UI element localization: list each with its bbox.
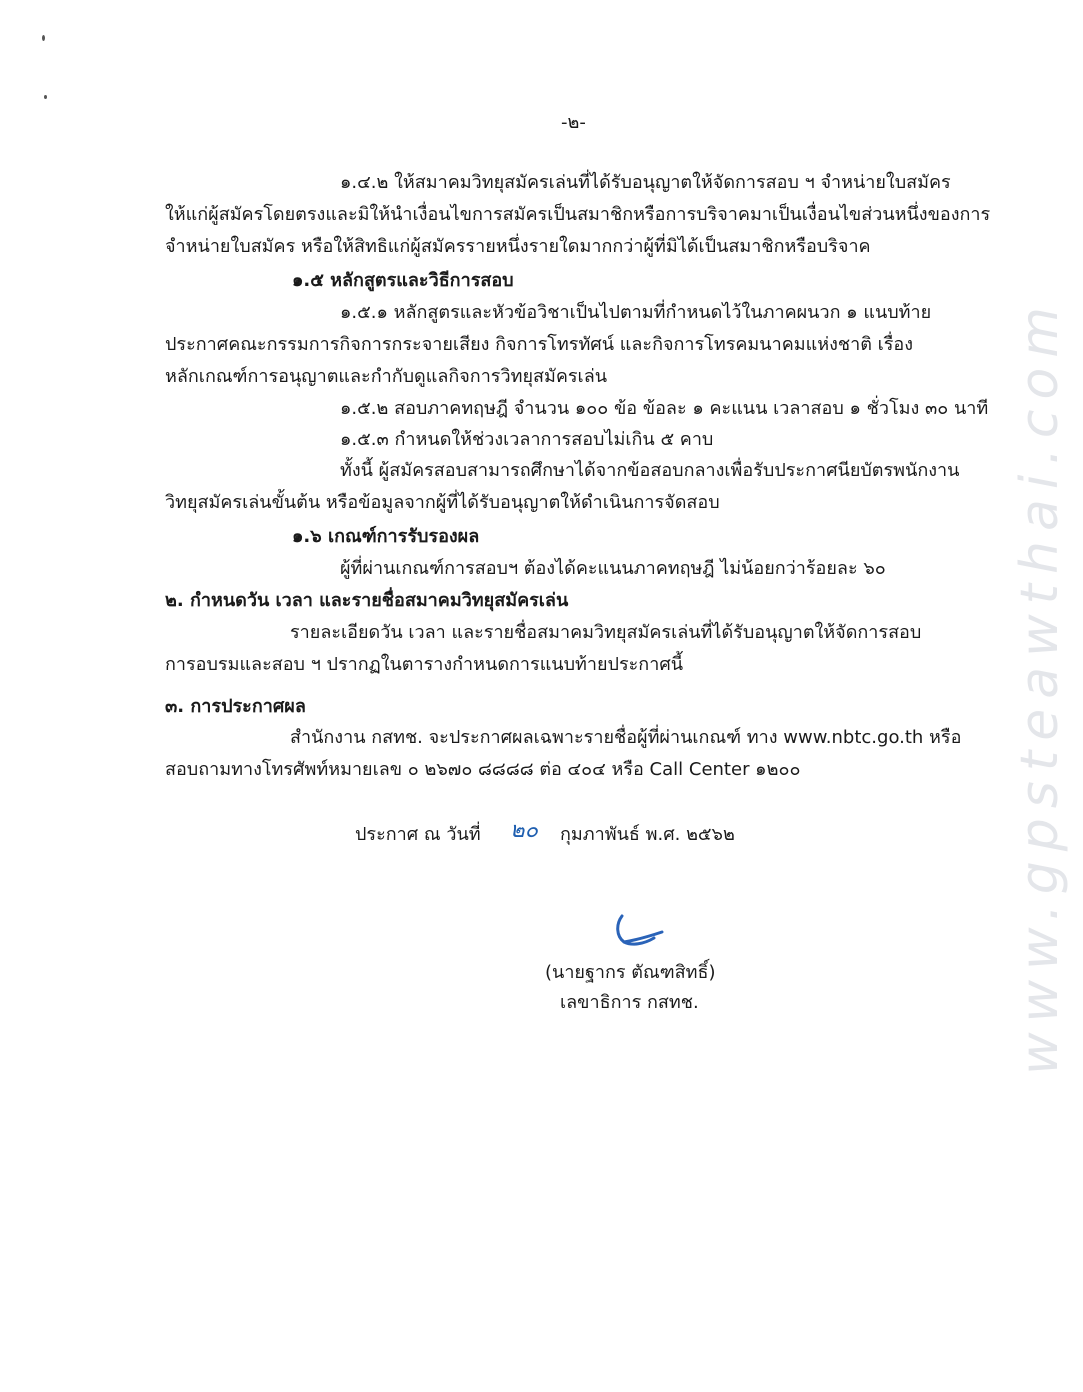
section-heading: ๓. การประกาศผล	[165, 696, 306, 717]
para-line: ๑.๕.๑ หลักสูตรและหัวข้อวิชาเป็นไปตามที่กำหนดไว้ในภาคผนวก ๑ แนบท้าย	[340, 302, 932, 323]
announce-date-prefix: ประกาศ ณ วันที่	[355, 824, 481, 845]
page-number: -๒-	[561, 112, 586, 133]
handwritten-day: ๒๐	[510, 818, 538, 843]
para-line: ๑.๕.๒ สอบภาคทฤษฎี จำนวน ๑๐๐ ข้อ ข้อละ ๑ คะแนน เวลาสอบ ๑ ชั่วโมง ๓๐ นาที	[340, 398, 989, 419]
para-line: วิทยุสมัครเล่นขั้นต้น หรือข้อมูลจากผู้ที่ได้รับอนุญาตให้ดำเนินการจัดสอบ	[165, 492, 720, 513]
signatory-name: (นายฐากร ตัณฑสิทธิ์)	[545, 962, 716, 983]
para-line: ทั้งนี้ ผู้สมัครสอบสามารถศึกษาได้จากข้อสอบกลางเพื่อรับประกาศนียบัตรพนักงาน	[340, 460, 960, 481]
scan-speck	[42, 35, 45, 41]
para-line: จำหน่ายใบสมัคร หรือให้สิทธิแก่ผู้สมัครรายหนึ่งรายใดมากกว่าผู้ที่มิได้เป็นสมาชิกหรือบริจาค	[165, 236, 871, 257]
signatory-title: เลขาธิการ กสทช.	[560, 992, 699, 1013]
para-line: ผู้ที่ผ่านเกณฑ์การสอบฯ ต้องได้คะแนนภาคทฤษฎี ไม่น้อยกว่าร้อยละ ๖๐	[340, 558, 886, 579]
para-line: รายละเอียดวัน เวลา และรายชื่อสมาคมวิทยุสมัครเล่นที่ได้รับอนุญาตให้จัดการสอบ	[290, 622, 922, 643]
para-line: หลักเกณฑ์การอนุญาตและกำกับดูแลกิจการวิทยุสมัครเล่น	[165, 366, 608, 387]
para-line: ๑.๔.๒ ให้สมาคมวิทยุสมัครเล่นที่ได้รับอนุญาตให้จัดการสอบ ฯ จำหน่ายใบสมัคร	[340, 172, 951, 193]
para-line: การอบรมและสอบ ฯ ปรากฏในตารางกำหนดการแนบท้ายประกาศนี้	[165, 654, 684, 675]
para-line: ๑.๕.๓ กำหนดให้ช่วงเวลาการสอบไม่เกิน ๕ คาบ	[340, 429, 714, 450]
para-line: ประกาศคณะกรรมการกิจการกระจายเสียง กิจการโทรทัศน์ และกิจการโทรคมนาคมแห่งชาติ เรื่อง	[165, 334, 914, 355]
para-line: ให้แก่ผู้สมัครโดยตรงและมิให้นำเงื่อนไขการสมัครเป็นสมาชิกหรือการบริจาคมาเป็นเงื่อนไขส่วนหนึ่งของการ	[165, 204, 991, 225]
announce-month-year: กุมภาพันธ์ พ.ศ. ๒๕๖๒	[560, 824, 735, 845]
para-line: สำนักงาน กสทช. จะประกาศผลเฉพาะรายชื่อผู้ที่ผ่านเกณฑ์ ทาง www.nbtc.go.th หรือ	[290, 727, 962, 748]
scan-speck	[44, 95, 47, 99]
section-heading: ๒. กำหนดวัน เวลา และรายชื่อสมาคมวิทยุสมัครเล่น	[165, 590, 569, 611]
signature-mark	[610, 910, 670, 955]
watermark-text: www.gpsteawthai.com	[1010, 297, 1070, 1075]
section-heading: ๑.๕ หลักสูตรและวิธีการสอบ	[292, 270, 514, 291]
para-line: สอบถามทางโทรศัพท์หมายเลข ๐ ๒๖๗๐ ๘๘๘๘ ต่อ ๔๐๔ หรือ Call Center ๑๒๐๐	[165, 759, 801, 780]
section-heading: ๑.๖ เกณฑ์การรับรองผล	[292, 526, 480, 547]
